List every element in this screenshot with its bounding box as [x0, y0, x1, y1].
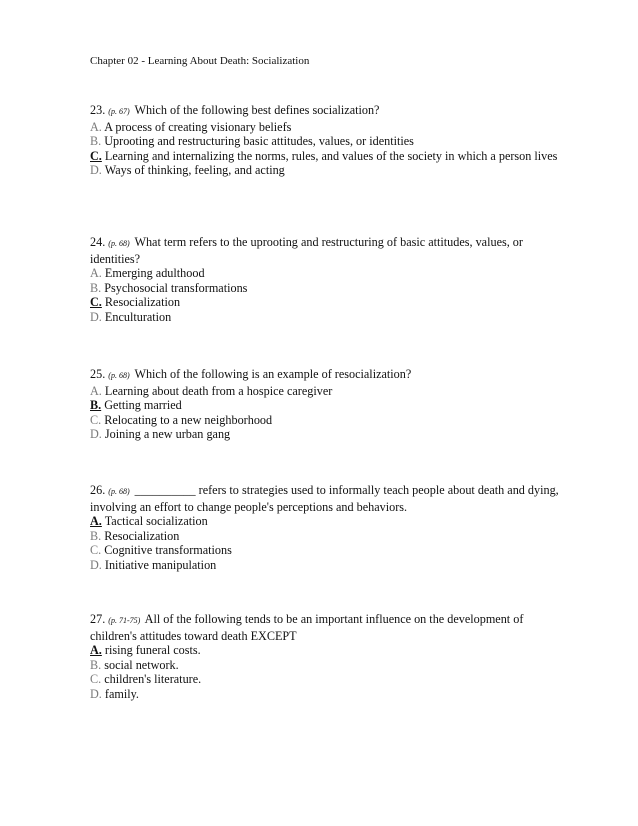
option-c-correct: C. Learning and internalizing the norms, rules, and values of the society in which a person lives	[90, 148, 558, 163]
question-24	[90, 235, 560, 325]
option-c: C. Relocating to a new neighborhood	[90, 412, 273, 427]
option-a: A. Emerging adulthood	[90, 266, 205, 281]
option-d: D. Initiative manipulation	[90, 557, 217, 572]
question-25	[90, 367, 560, 442]
option-a: A. Learning about death from a hospice caregiver	[90, 383, 333, 398]
question-26	[90, 483, 560, 573]
question-23	[90, 103, 560, 178]
option-b: B. Resocialization	[90, 528, 180, 543]
option-a: A. A process of creating visionary beliefs	[90, 119, 292, 134]
question-stem: 24. (p. 68) What term refers to the uprooting and restructuring of basic attitudes, values, or identities?	[90, 235, 523, 266]
option-a-correct: A. Tactical socialization	[90, 514, 208, 529]
question-stem: 26. (p. 68) __________ refers to strategies used to informally teach people about death and dying, involving an effort to change people's perceptions and behaviors.	[90, 483, 559, 514]
option-b: B. Psychosocial transformations	[90, 280, 248, 295]
question-stem: 23. (p. 67) Which of the following best defines socialization?	[90, 103, 380, 117]
option-b: B. social network.	[90, 657, 179, 672]
option-d: D. Enculturation	[90, 309, 172, 324]
option-c-correct: C. Resocialization	[90, 295, 181, 310]
question-stem: 25. (p. 68) Which of the following is an example of resocialization?	[90, 367, 412, 381]
option-c: C. children's literature.	[90, 672, 202, 687]
option-b-correct: B. Getting married	[90, 398, 182, 413]
option-d: D. Joining a new urban gang	[90, 427, 231, 442]
page-header: Chapter 02 - Learning About Death: Socialization	[90, 55, 310, 67]
option-b: B. Uprooting and restructuring basic attitudes, values, or identities	[90, 134, 414, 149]
option-a-correct: A. rising funeral costs.	[90, 643, 201, 658]
option-d: D. Ways of thinking, feeling, and acting	[90, 163, 285, 178]
question-27	[90, 612, 560, 702]
option-c: C. Cognitive transformations	[90, 543, 232, 558]
question-stem: 27. (p. 71-75) All of the following tends to be an important influence on the development of children's attitudes toward death EXCEPT	[90, 612, 524, 643]
option-d: D. family.	[90, 686, 139, 701]
